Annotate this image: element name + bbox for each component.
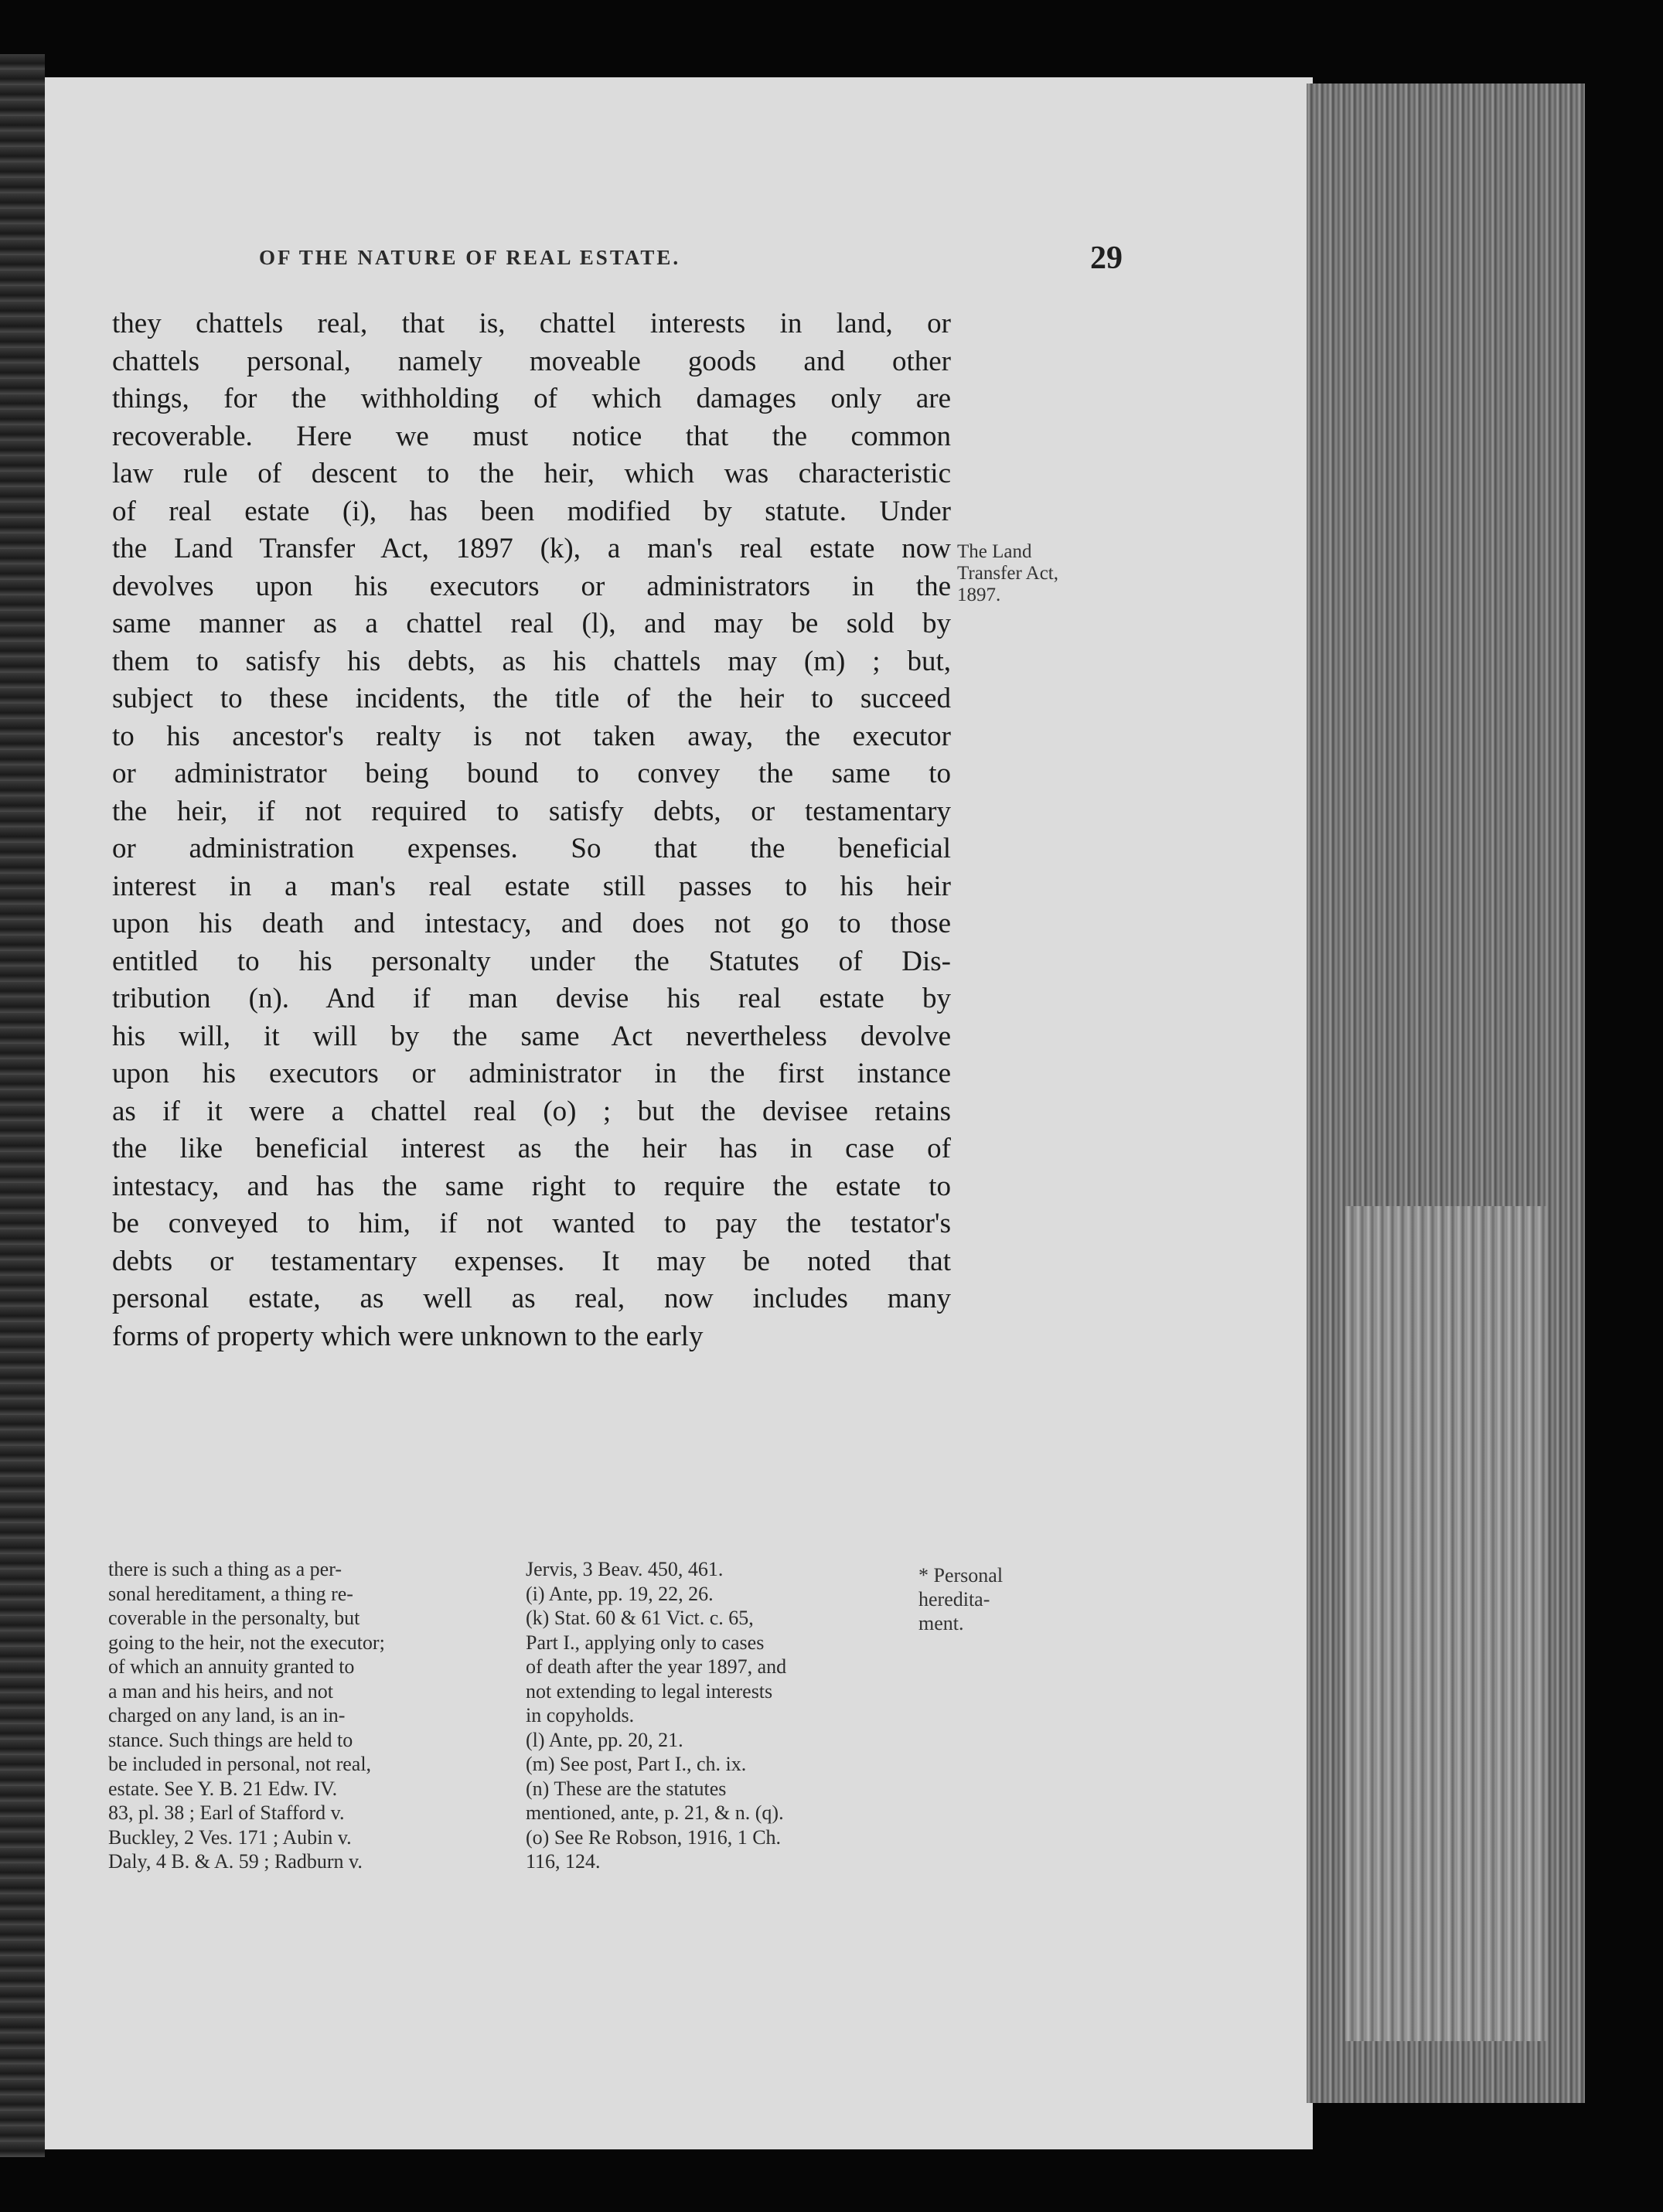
footnote-line: there is such a thing as a per- bbox=[108, 1558, 342, 1580]
body-line: his will, it will by the same Act nevertheless devolve bbox=[112, 1020, 951, 1052]
footnote-line: Part I., applying only to cases bbox=[526, 1631, 765, 1654]
footnote-line: (l) Ante, pp. 20, 21. bbox=[526, 1728, 683, 1751]
footnote-line: stance. Such things are held to bbox=[108, 1728, 353, 1751]
body-line: law rule of descent to the heir, which was characteristic bbox=[112, 458, 951, 489]
body-line: forms of property which were unknown to the early bbox=[112, 1320, 704, 1352]
footnote-line: Buckley, 2 Ves. 171 ; Aubin v. bbox=[108, 1825, 352, 1849]
body-line: interest in a man's real estate still passes to his heir bbox=[112, 870, 951, 902]
footnote-line: estate. See Y. B. 21 Edw. IV. bbox=[108, 1777, 338, 1800]
footnotes-right-column bbox=[526, 1557, 924, 1874]
body-line: personal estate, as well as real, now includes many bbox=[112, 1283, 951, 1314]
footnotes-left-column bbox=[108, 1557, 495, 1874]
footnote-line: (i) Ante, pp. 19, 22, 26. bbox=[526, 1582, 714, 1605]
page-number: 29 bbox=[1090, 240, 1123, 276]
body-line: be conveyed to him, if not wanted to pay the testator's bbox=[112, 1208, 951, 1239]
book-spine-edge bbox=[0, 54, 45, 2157]
footnote-line: sonal hereditament, a thing re- bbox=[108, 1582, 353, 1605]
body-line: subject to these incidents, the title of the heir to succeed bbox=[112, 683, 951, 714]
body-line: debts or testamentary expenses. It may be noted that bbox=[112, 1245, 951, 1277]
footnote-line: mentioned, ante, p. 21, & n. (q). bbox=[526, 1801, 784, 1824]
body-line: to his ancestor's realty is not taken away, the executor bbox=[112, 720, 951, 752]
footnote-line: of which an annuity granted to bbox=[108, 1655, 355, 1678]
body-line: things, for the withholding of which damages only are bbox=[112, 383, 951, 414]
body-line: upon his executors or administrator in the first instance bbox=[112, 1058, 951, 1089]
footnote-line: Daly, 4 B. & A. 59 ; Radburn v. bbox=[108, 1850, 363, 1873]
body-line: intestacy, and has the same right to require the estate to bbox=[112, 1170, 951, 1202]
margin-note-line: heredita- bbox=[918, 1588, 990, 1610]
body-line: chattels personal, namely moveable goods and other bbox=[112, 345, 951, 377]
footnote-line: (k) Stat. 60 & 61 Vict. c. 65, bbox=[526, 1607, 754, 1629]
margin-note-line: * Personal bbox=[918, 1564, 1004, 1587]
footnote-line: charged on any land, is an in- bbox=[108, 1704, 346, 1726]
footnote-line: (n) These are the statutes bbox=[526, 1777, 727, 1800]
body-line: they chattels real, that is, chattel interests in land, or bbox=[112, 308, 951, 339]
footnote-line: 116, 124. bbox=[526, 1850, 601, 1873]
footnote-line: of death after the year 1897, and bbox=[526, 1655, 787, 1678]
footnote-line: Jervis, 3 Beav. 450, 461. bbox=[526, 1558, 724, 1580]
margin-note-line: 1897. bbox=[957, 585, 1001, 605]
body-line: them to satisfy his debts, as his chattels may (m) ; but, bbox=[112, 645, 951, 677]
footnote-line: not extending to legal interests bbox=[526, 1679, 773, 1702]
margin-note-line: The Land bbox=[957, 541, 1032, 562]
footnote-line: 83, pl. 38 ; Earl of Stafford v. bbox=[108, 1801, 345, 1824]
body-line: as if it were a chattel real (o) ; but the devisee retains bbox=[112, 1095, 951, 1127]
footnote-line: in copyholds. bbox=[526, 1704, 635, 1726]
body-line: the like beneficial interest as the heir has in case of bbox=[112, 1133, 951, 1164]
body-line: the heir, if not required to satisfy debts, or testamentary bbox=[112, 795, 951, 827]
footnote-line: a man and his heirs, and not bbox=[108, 1679, 333, 1702]
body-line: of real estate (i), has been modified by statute. Under bbox=[112, 495, 951, 527]
margin-note-line: ment. bbox=[918, 1612, 964, 1634]
margin-note-personal-hereditament bbox=[918, 1563, 1104, 1635]
footnote-line: coverable in the personalty, but bbox=[108, 1607, 360, 1629]
body-line: recoverable. Here we must notice that the common bbox=[112, 420, 951, 452]
footnote-line: (o) See Re Robson, 1916, 1 Ch. bbox=[526, 1825, 782, 1849]
body-line: devolves upon his executors or administrators in the bbox=[112, 570, 951, 602]
footnote-line: be included in personal, not real, bbox=[108, 1753, 372, 1775]
body-line: entitled to his personalty under the Statutes of Dis- bbox=[112, 945, 951, 977]
body-line: upon his death and intestacy, and does not go to those bbox=[112, 908, 951, 939]
body-line: the Land Transfer Act, 1897 (k), a man's real estate now bbox=[112, 533, 951, 564]
page-stack-edge-highlight bbox=[1345, 1206, 1546, 2041]
margin-note-line: Transfer Act, bbox=[957, 563, 1059, 584]
footnote-line: going to the heir, not the executor; bbox=[108, 1631, 385, 1654]
body-line: or administration expenses. So that the beneficial bbox=[112, 833, 951, 864]
body-text bbox=[112, 305, 951, 1355]
footnote-line: (m) See post, Part I., ch. ix. bbox=[526, 1753, 747, 1775]
running-head: OF THE NATURE OF REAL ESTATE. bbox=[259, 246, 681, 269]
body-line: tribution (n). And if man devise his real estate by bbox=[112, 983, 951, 1014]
body-line: or administrator being bound to convey the same to bbox=[112, 758, 951, 789]
margin-note-land-transfer-act bbox=[957, 541, 1112, 606]
body-line: same manner as a chattel real (l), and may be sold by bbox=[112, 608, 951, 639]
